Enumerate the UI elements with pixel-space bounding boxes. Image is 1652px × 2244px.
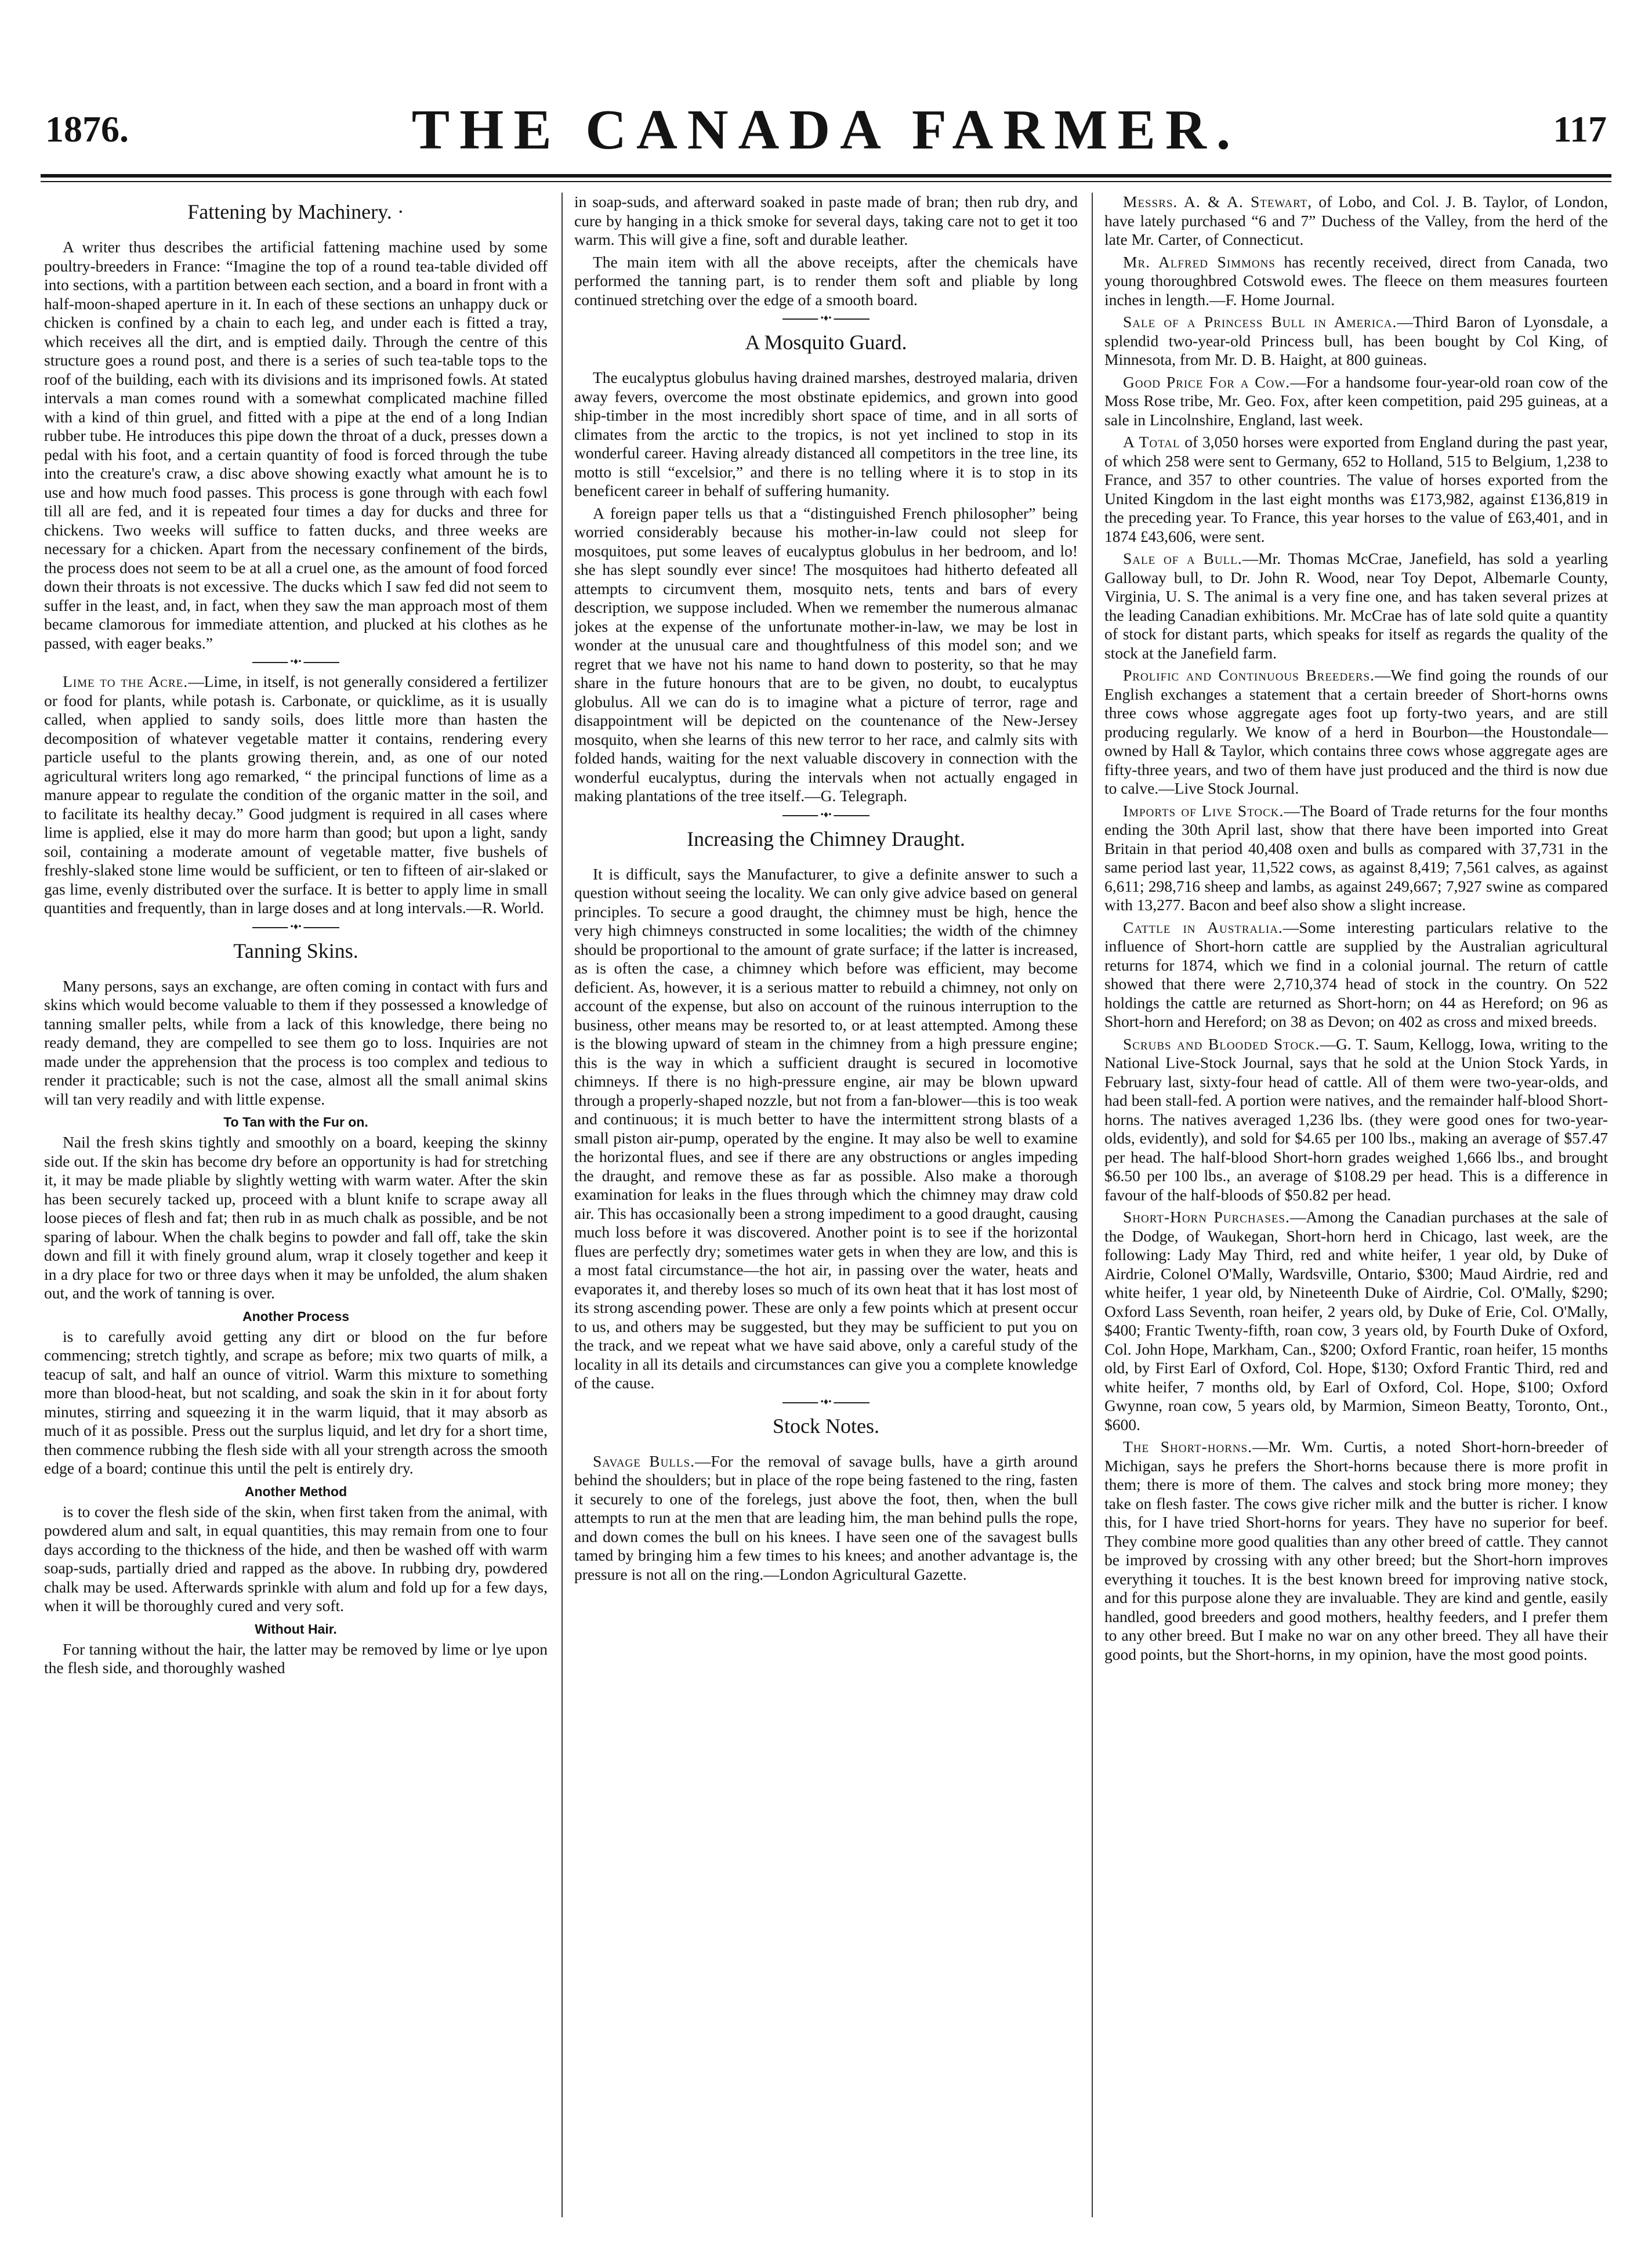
article-paragraph: For tanning without the hair, the latter may be removed by lime or lye upon the flesh side, and thoroughly washed [44,1639,548,1677]
column-3 [1104,193,1608,2223]
ornament-divider [782,318,870,320]
page-number: 117 [1553,108,1607,150]
article-paragraph: is to carefully avoid getting any dirt or blood on the fur before commencing; stretch tightly, and scrape as before; mix two quarts of milk, a teacup of salt, and half an ounce of vitriol. Warm this mixture to something more than blood-heat, but not scalding, and soak the skin in it for about forty minutes, stirring and squeezing it in the warm liquid, that it may absorb as much of it as possible. Press out the surplus liquid, and let dry for a short time, then commence rubbing the flesh side with all your strength across the smooth edge of a board; continue this until the pelt is entirely dry. [44,1327,548,1477]
item-paragraph [1104,802,1608,915]
item-lead: Short-Horn Purchases. [1123,1208,1290,1226]
item-paragraph [1104,549,1608,663]
item-lead: Sale of a Princess Bull in America. [1123,313,1397,331]
item-text: —Third Baron of Lyonsdale, a splendid two-year-old Princess bull, has been bought by Col King, of Minnesota, from Mr. D. B. Haight, at 800 guineas. [1104,313,1608,368]
item-lead: Cattle in Australia. [1123,918,1283,936]
article-paragraph: Many persons, says an exchange, are often coming in contact with furs and skins which would become valuable to them if they possessed a knowledge of tanning smaller pelts, while from a lack of this knowledge, there being no ready demand, they are compelled to see them go to loss. Inquiries are not made under the apprehension that the process is too complex and tedious to render it practicable; such is not the case, almost all the small animal skins will tan very readily and with little expense. [44,976,548,1108]
column-2 [574,193,1078,2223]
item-text: —Some interesting particulars relative to the influence of Short-horn cattle are supplied by the Australian agricultural returns for 1874, which we find in a colonial journal. The return of cattle showed that there were 2,710,374 head of stock in the country. On 522 holdings the cattle are returned as Short-horn; on 44 as Hereford; on 96 as Short-horn and Hereford; on 38 as Devon; on 402 as cross and mixed breeds. [1104,918,1608,1030]
item-text: of 3,050 horses were exported from England during the past year, of which 258 were sent to Germany, 652 to Holland, 515 to Belgium, 1,238 to France, and 357 to other countries. The value of horses exported from the United Kingdom in the last eight months was £173,982, against £136,819 in the preceding year. To France, this year horses to the value of £63,401, and in 1874 £43,606, were sent. [1104,433,1608,545]
item-paragraph [1104,193,1608,249]
item-paragraph [44,672,548,918]
item-lead: Scrubs and Blooded Stock. [1123,1034,1320,1053]
article-paragraph: is to cover the flesh side of the skin, when first taken from the animal, with powdered alum and salt, in equal quantities, this may remain from one to four days according to the thickness of the hide, and then be washed off with warm soap-suds, partially dried and rapped as the above. In rubbing dry, powdered chalk may be used. Afterwards sprinkle with alum and fold up for a few days, when it will be thoroughly cured and very soft. [44,1502,548,1615]
item-lead: Lime to the Acre. [63,672,189,690]
subheading: Another Process [242,1308,350,1324]
issue-year: 1876. [45,108,129,150]
item-lead: Sale of a Bull. [1123,549,1242,567]
page-header [41,97,1611,162]
article-paragraph: The eucalyptus globulus having drained marshes, destroyed malaria, driven away fevers, overcome the most obstinate epidemics, and grown into good ship-timber in the most incredibly short space of time, and in all sorts of climates from the arctic to the tropics, is not yet inclined to stop in its wonderful career. Having already distanced all competitors in the tree line, its motto is still “excelsior,” and there is no telling where it is to stop in its beneficent career in behalf of suffering humanity. [574,368,1078,500]
item-text: —For the removal of savage bulls, have a girth around behind the shoulders; but in place of the rope being fastened to the ring, fasten it securely to one of the forelegs, just above the foot, then, when the bull attempts to run at the men that are leading him, the man behind pulls the rope, and down comes the bull on his knees. I have seen one of the savagest bulls tamed by bringing him a few times to his knees; and another advantage is, the pressure is not all on the ring.—London Agricultural Gazette. [574,1452,1078,1583]
article-paragraph: A writer thus describes the artificial fattening machine used by some poultry-breeders in France: “Imagine the top of a round tea-table divided off into sections, with a partition between each section, and a board in front with a half-moon-shaped aperture in it. In each of these sections an unhappy duck or chicken is confined by a chain to each leg, and under each is fitted a tray, which receives all the dirt, and is emptied daily. Through the centre of this structure goes a round post, and there is a series of such tea-table tops to the roof of the building, each with its divisions and its imprisoned fowls. At stated intervals a man comes round with a somewhat complicated machine filled with a kind of thin gruel, and fitted with a pipe at the end of a long Indian rubber tube. He introduces this pipe down the throat of a duck, presses down a pedal with his foot, and a certain quantity of food is forced through the tube into the creature's craw, a disc above showing exactly what amount he is to use and how much food passes. This process is gone through with each fowl till all are fed, and it is repeated four times a day for ducks and three for chickens. Two weeks will suffice to fatten ducks, and three weeks are necessary for a chicken. Apart from the necessary confinement of the birds, the process does not seem to be at all a cruel one, as the amount of food forced down their throats is not excessive. The ducks which I saw fed did not seem to suffer in the least, and, in fact, when they saw the man approach most of them became clamorous for immediate attention, and plucked at his clothes as he passed, with eager beaks.” [44,238,548,652]
item-paragraph [1104,313,1608,370]
item-paragraph [1104,433,1608,546]
article-paragraph: The main item with all the above receipts, after the chemicals have performed the tanning part, is to render them soft and pliable by long continued stretching over the edge of a smooth board. [574,252,1078,309]
article-paragraph: It is difficult, says the Manufacturer, to give a definite answer to such a question without seeing the locality. We can only give advice based on general principles. To secure a good draught, the chimney must be high, hence the very high chimneys constructed in some localities; the width of the chimney should be proportional to the amount of grate surface; if the latter is increased, as is often the case, a chimney which before was efficient, may become deficient. As, however, it is a serious matter to rebuild a chimney, not only on account of the expense, but also on account of the ruinous interruption to the business, other means may be resorted to, or at least attempted. Among these is the blowing upward of steam in the chimney from a high pressure engine; this is the way in which a sufficient draught is secured in locomotive chimneys. If there is no high-pressure engine, air may be blown upward through a properly-shaped nozzle, but not from a fan-blower—this is too weak and continuous; it is much better to have the intermittent strong blasts of a small piston air-pump, operated by the engine. It may also be well to examine the horizontal flues, and see if there are any obstructions or angles impeding the draught, and remove these as far as possible. Also make a thorough examination for leaks in the flues through which the chimney may draw cold air. This has occasionally been a strong impediment to a good draught, causing much loss before it was discovered. Another point is to see if the horizontal flues are perfectly dry; sometimes water gets in when they are low, and this is a most fatal circumstance—the hot air, in passing over the water, heats and evaporates it, and thereby loses so much of its own heat that it has lost most of its strong ascending power. These are only a few points which at present occur to us, and others may be suggested, but they may be sufficient to put you on the track, and we repeat what we have said above, only a careful study of the locality in all its details and circumstances can give you a complete knowledge of the cause. [574,864,1078,1392]
item-lead: Prolific and Continuous Breeders. [1123,666,1375,684]
article-heading: Increasing the Chimney Draught. [687,827,965,850]
item-paragraph [1104,253,1608,310]
item-paragraph [1104,666,1608,798]
item-lead: A Total [1123,433,1180,451]
item-text: —For a handsome four-year-old roan cow of the Moss Rose tribe, Mr. Geo. Fox, after keen competition, paid 295 guineas, at a sale in Lincolnshire, England, last week. [1104,372,1608,429]
ornament-divider [782,1402,870,1403]
item-text: of Lobo, and Col. J. B. Taylor, of London, have lately purchased “6 and 7” Duchess of the Valley, from the herd of the late Mr. Carter, of Connecticut. [1104,193,1608,248]
item-paragraph [1104,1438,1608,1664]
item-paragraph [1104,1035,1608,1205]
masthead-title: THE CANADA FARMER. [411,99,1241,161]
column-1 [44,193,548,2223]
article-paragraph: in soap-suds, and afterward soaked in paste made of bran; then rub dry, and cure by hanging in a thick smoke for several days, taking care not to get it too warm. This will give a fine, soft and durable leather. [574,193,1078,248]
item-lead: Imports of Live Stock. [1123,801,1284,820]
article-paragraph: A foreign paper tells us that a “distinguished French philosopher” being worried considerably because his mother-in-law could not sleep for mosquitoes, put some leaves of eucalyptus globulus in her bedroom, and lo! she has slept soundly ever since! The mosquitoes had hitherto defeated all attempts to circumvent them, mosquito nets, tents and bars of every description, we suppose included. When we remember the numerous almanac jokes at the expense of the unfortunate mother-in-law, we may be lost in wonder at the unusual care and thoughtfulness of this model son; and we regret that we have not his name to hand down to posterity, so that he may share in the future honours that are to be given, no doubt, to eucalyptus globulus. All we can do is to imagine what a picture of terror, rage and disappointment will be depicted on the countenance of the New-Jersey mosquito, when she learns of this new terror to her race, and calmly sits with folded hands, waiting for the next valuable discovery in connection with the wonderful eucalyptus, during the intervals when not actually engaged in making plantations of the tree itself.—G. Telegraph. [574,504,1078,805]
item-lead: The Short-horns. [1123,1438,1253,1456]
item-lead: Good Price For a Cow. [1123,372,1291,391]
column-divider-2 [1092,193,1093,2217]
ornament-divider [782,815,870,816]
ornament-divider [252,662,339,663]
item-text: —Mr. Thomas McCrae, Janefield, has sold a yearling Galloway bull, to Dr. John R. Wood, near Toy Depot, Albemarle County, Virginia, U. S. The animal is a very fine one, and has taken several prizes at the leading Canadian exhibitions. Mr. McCrae has of late sold quite a quantity of stock for distant parts, which speaks for itself as regards the quality of the stock at the Janefield farm. [1104,549,1608,662]
column-divider-1 [561,193,563,2217]
item-lead: Messrs. A. & A. Stewart, [1123,193,1313,211]
item-text: —The Board of Trade returns for the four months ending the 30th April last, show that there have been imported into Great Britain in that period 40,408 oxen and bulls as compared with 37,731 in the same period last year, 11,522 cows, as against 8,419; 7,561 calves, as against 6,611; 298,716 sheep and lambs, as against 249,667; 7,927 swine as compared with 13,277. Bacon and beef also show a slight increase. [1104,801,1608,914]
article-heading: A Mosquito Guard. [745,331,907,354]
item-text: —G. T. Saum, Kellogg, Iowa, writing to the National Live-Stock Journal, says that he sold at the Union Stock Yards, in February last, sixty-four head of cattle. All of them were two-year-olds, and had been stall-fed. A portion were natives, and the remainder half-blood Short-horns. The natives averaged 1,236 lbs. (they were good ones for two-year-olds, evidently), and sold for $4.65 per 100 lbs., making an average of $57.47 per head. The half-blood Short-horn grades weighed 1,666 lbs., and brought $6.50 per 100 lbs., an average of $108.29 per head. This is a difference in favour of the half-bloods of $50.82 per head. [1104,1034,1608,1204]
item-text: —We find going the rounds of our English exchanges a statement that a certain breeder of Short-horns owns three cows whose aggregate ages foot up forty-two years, and are still producing regularly. We know of a herd in Bourbon—the Houstondale—owned by Hall & Taylor, which contains three cows whose aggregate ages are fifty-three years, and two of them have just produced and the third is now due to calve.—Live Stock Journal. [1104,666,1608,797]
item-text: —Mr. Wm. Curtis, a noted Short-horn-breeder of Michigan, says he prefers the Short-horns because there is more profit in them; there is more of them. The calves and stock bring more money; they take on flesh faster. The cows give richer milk and the butter is richer. I know this, for I have tried Short-horns for years. They have no superior for beef. They combine more good qualities than any other breed of cattle. They cannot be improved by crossing with any other breed; but the Short-horn improves everything it touches. It is the best known breed for improving native stock, and for this purpose alone they are invaluable. They are kind and gentle, easily handled, good breeders and good mothers, healthy feeders, and I prefer them to any other breed. But I make no war on any other breed. They all have their good points, but the Short-horns, in my opinion, have the most good points. [1104,1438,1608,1663]
subheading: Without Hair. [255,1621,337,1637]
article-heading: Fattening by Machinery. · [187,200,404,223]
subheading: Another Method [244,1483,347,1499]
item-text: —Lime, in itself, is not generally considered a fertilizer or food for plants, while potash is. Carbonate, or quicklime, as it is usually called, when applied to sandy soils, does little more than hasten the decomposition of whatever vegetable matter it contains, rendering every particle useful to the plants growing therein, and, as one of our noted agricultural writers long ago remarked, “ the principal functions of lime as a manure appear to regulate the condition of the organic matter in the soil, and to facilitate its healthy decay.” Good judgment is required in all cases where lime is applied, else it may do more harm than good; but upon a light, sandy soil, containing a moderate amount of vegetable matter, five bushels of freshly-slaked stone lime would be sufficient, or ten to fifteen of air-slaked or gas lime, evenly distributed over the surface. It is better to apply lime in small quantities and frequently, than in large doses and at long intervals.—R. World. [44,672,548,917]
item-text: has recently received, direct from Canada, two young thoroughbred Cotswold ewes. The fleece on them measures fourteen inches in length.—F. Home Journal. [1104,252,1608,309]
header-rule-thick [41,174,1611,178]
article-heading: Tanning Skins. [233,939,358,962]
item-text: —Among the Canadian purchases at the sale of the Dodge, of Waukegan, Short-horn herd in Chicago, last week, are the following: Lady May Third, red and white heifer, 1 year old, by Duke of Airdrie, Colonel O'Mally, Wardsville, Ontario, $300; Maud Airdrie, red and white heifer, 1 year old, by Nineteenth Duke of Airdrie, Col. O'Mally, $290; Oxford Lass Seventh, roan heifer, 2 years old, by Duke of Erie, Col. O'Mally, $400; Frantic Twenty-fifth, roan cow, 3 years old, by Fourth Duke of Oxford, Col. John Hope, Markham, Can., $200; Oxford Frantic, roan heifer, 15 months old, by First Earl of Oxford, Col. Hope, $130; Oxford Frantic Third, red and white heifer, 7 months old, by Earl of Oxford, Col. Hope, $100; Oxford Gwynne, roan cow, 5 years old, by Marmion, Simeon Beatty, Toronto, Ont., $600. [1104,1208,1608,1434]
item-lead: Savage Bulls. [593,1452,695,1470]
item-paragraph [1104,918,1608,1031]
article-heading: Stock Notes. [773,1414,879,1438]
subheading: To Tan with the Fur on. [223,1114,368,1130]
item-paragraph [1104,373,1608,430]
item-lead: Mr. Alfred Simmons [1123,252,1276,271]
header-rule-thin [41,181,1611,182]
ornament-divider [252,927,339,928]
item-paragraph [574,1452,1078,1584]
item-paragraph [1104,1208,1608,1434]
article-paragraph: Nail the fresh skins tightly and smoothly on a board, keeping the skinny side out. If the skin has become dry before an opportunity is had for stretching it, it may be made pliable by slightly wetting with warm water. After the skin has been securely tacked up, proceed with a blunt knife to scrape away all loose pieces of flesh and fat; then rub in as much chalk as possible, and be not sparing of labour. When the chalk begins to powder and fall off, take the skin down and fill it with finely ground alum, wrap it closely together and keep it in a dry place for two or three days when it may be unfolded, the alum shaken out, and the work of tanning is over. [44,1133,548,1302]
